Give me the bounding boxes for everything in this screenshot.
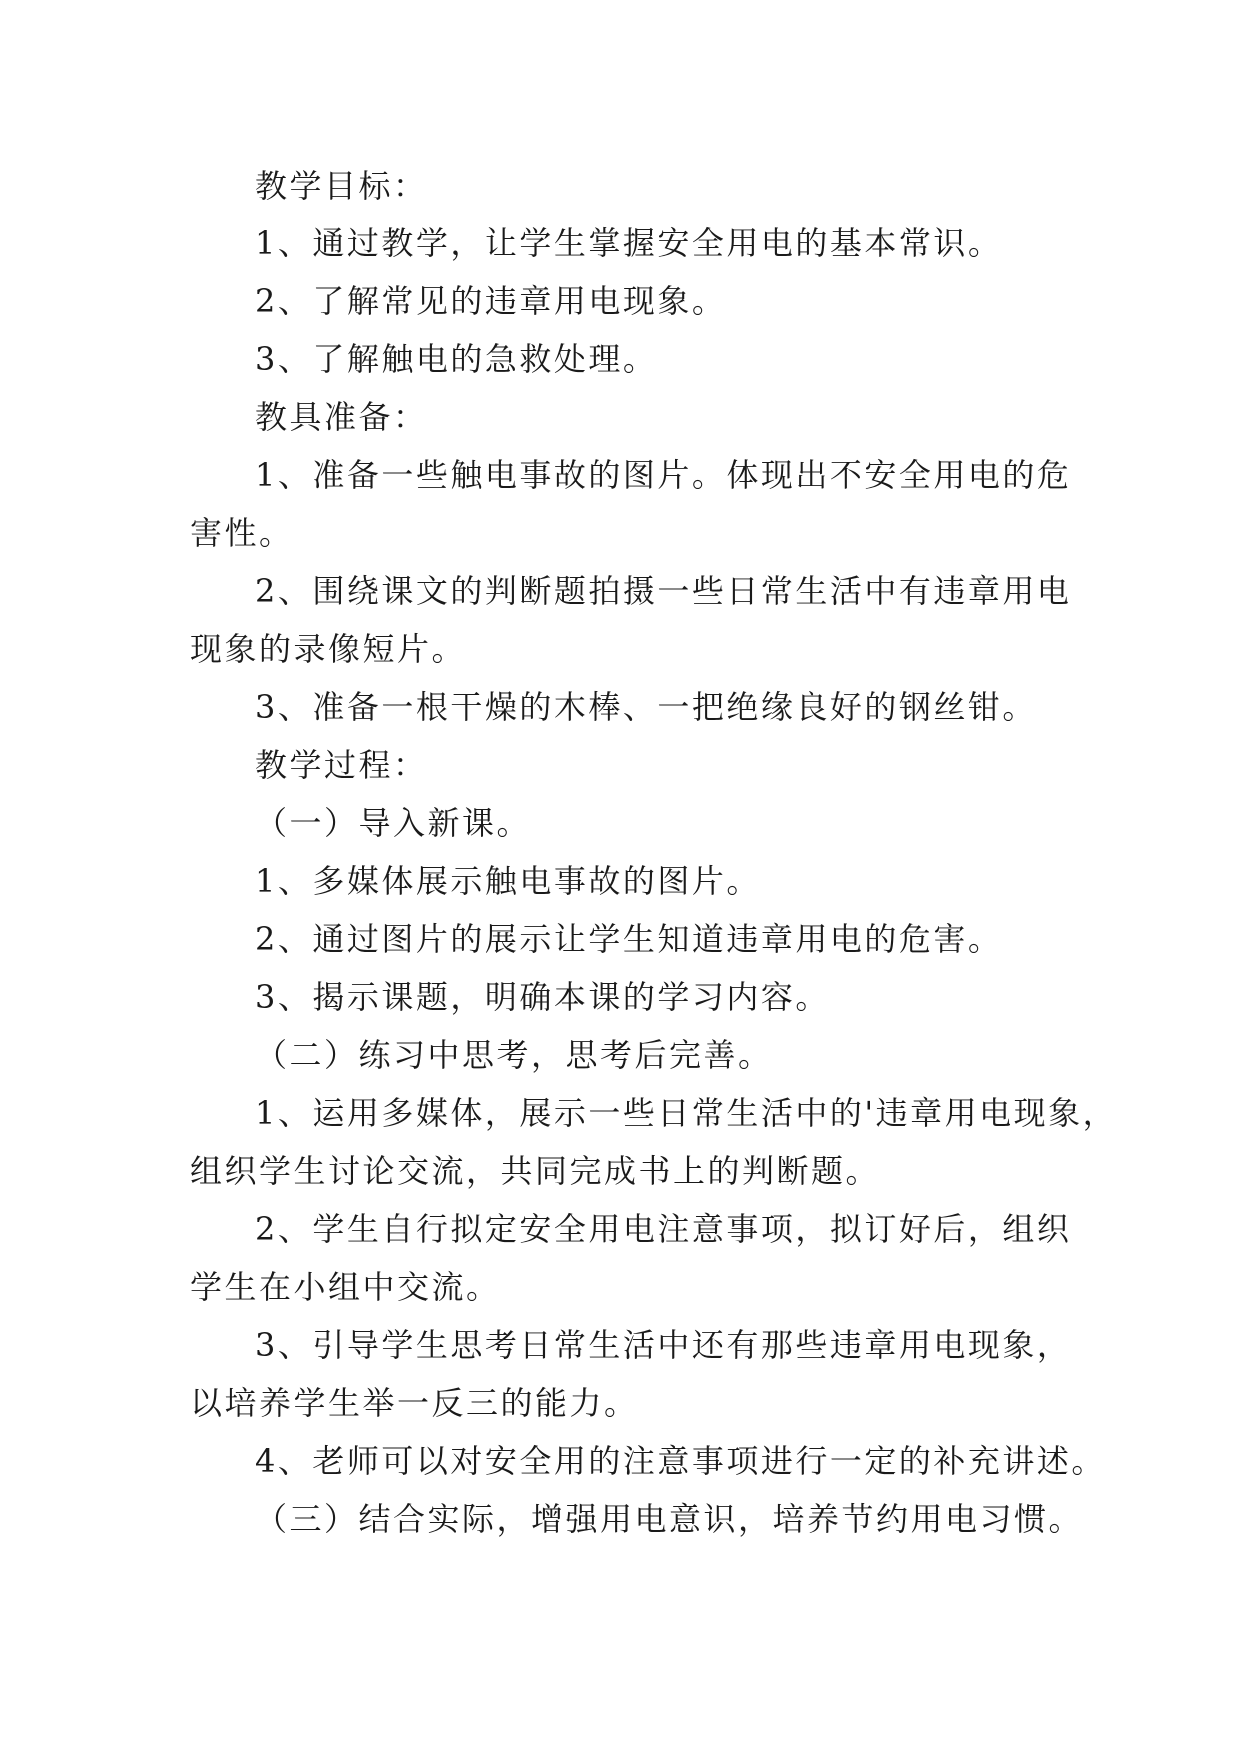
paragraph-line: 以培养学生举一反三的能力。 <box>190 1384 639 1422</box>
section-heading: （一）导入新课。 <box>255 804 532 842</box>
paragraph-line: 4、老师可以对安全用的注意事项进行一定的补充讲述。 <box>255 1442 1106 1480</box>
heading-teaching-aids: 教具准备： <box>255 398 428 436</box>
paragraph-line: 3、了解触电的急救处理。 <box>255 340 658 378</box>
paragraph-line: 害性。 <box>190 514 294 552</box>
paragraph-line: 现象的录像短片。 <box>190 630 467 668</box>
section-heading: （三）结合实际，增强用电意识，培养节约用电习惯。 <box>255 1500 1084 1538</box>
paragraph-line: 2、通过图片的展示让学生知道违章用电的危害。 <box>255 920 1003 958</box>
paragraph-line: 组织学生讨论交流，共同完成书上的判断题。 <box>190 1152 881 1190</box>
section-heading: （二）练习中思考，思考后完善。 <box>255 1036 773 1074</box>
heading-teaching-process: 教学过程： <box>255 746 428 784</box>
paragraph-line: 1、运用多媒体，展示一些日常生活中的'违章用电现象， <box>255 1094 1118 1132</box>
paragraph-line: 2、围绕课文的判断题拍摄一些日常生活中有违章用电 <box>255 572 1072 610</box>
paragraph-line: 1、多媒体展示触电事故的图片。 <box>255 862 761 900</box>
paragraph-line: 3、揭示课题，明确本课的学习内容。 <box>255 978 830 1016</box>
paragraph-line: 3、引导学生思考日常生活中还有那些违章用电现象， <box>255 1326 1072 1364</box>
paragraph-line: 3、准备一根干燥的木棒、一把绝缘良好的钢丝钳。 <box>255 688 1037 726</box>
heading-teaching-goals: 教学目标： <box>255 167 428 205</box>
paragraph-line: 学生在小组中交流。 <box>190 1268 501 1306</box>
paragraph-line: 2、了解常见的违章用电现象。 <box>255 282 727 320</box>
paragraph-line: 1、通过教学，让学生掌握安全用电的基本常识。 <box>255 224 1003 262</box>
paragraph-line: 1、准备一些触电事故的图片。体现出不安全用电的危 <box>255 456 1072 494</box>
paragraph-line: 2、学生自行拟定安全用电注意事项，拟订好后，组织 <box>255 1210 1072 1248</box>
